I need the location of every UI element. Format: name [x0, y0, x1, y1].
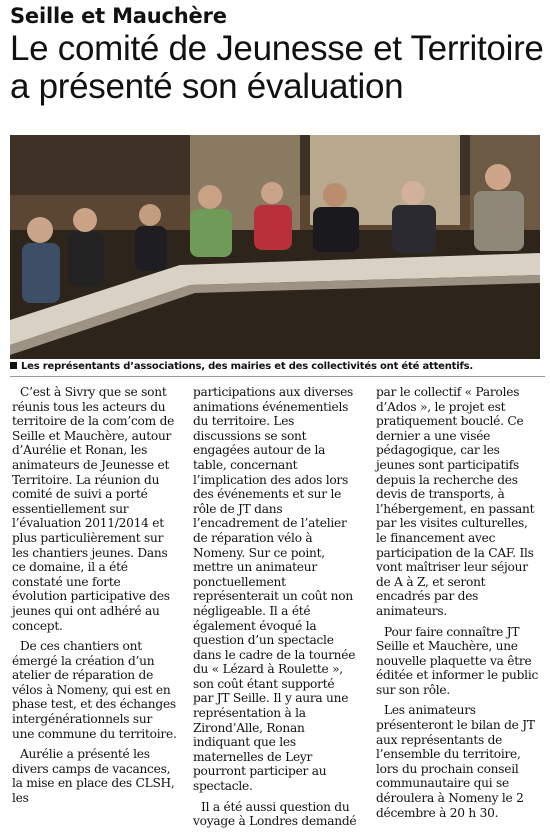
col3-paragraph: Pour faire connaître JT Seille et Mauchère, une nouvelle plaquette va être éditée et informer le public sur son rôle.: [376, 624, 539, 697]
col2-paragraph: participations aux diverses animations événementiels du territoire. Les discussions se sont engagées autour de la table, concernant l’implication des ados lors des événements et sur le rôle de JT dans l’encadrement de l’atelier de réparation vélo à Nomeny. Sur ce point, mettre un animateur ponctuellement représenterait un coût non négligeable. Il a été également évoqué la question d’un spectacle dans le cadre de la tournée du « Lézard à Roulette », son coût étant supporté par JT Seille. Il y aura une représentation à la Zirond’Alle, Ronan indiquant que les maternelles de Leyr pourront participer au spectacle.: [193, 385, 356, 794]
col3-paragraph: par le collectif « Paroles d’Ados », le projet est pratiquement bouclé. Ce dernier a une visée pédagogique, car les jeunes sont participatifs depuis la recherche des devis de transports, à l’hébergement, en passant par les visites culturelles, le financement avec participation de la CAF. Ils vont maîtriser leur séjour de A à Z, et seront encadrés par des animateurs.: [376, 385, 535, 618]
photo-caption: [10, 361, 545, 372]
caption-text: Les représentants d’associations, des mairies et des collectivités ont été attentifs.: [21, 361, 473, 372]
col1-paragraph: C’est à Sivry que se sont réunis tous les acteurs du territoire de la com’com de Seille et Mauchère, autour d’Aurélie et Ronan, les animateurs de Jeunesse et Territoire. La réunion du comité de suivi a porté essentiellement sur l’évaluation 2011/2014 et plus particulièrement sur les chantiers jeunes. Dans ce domaine, il a été constaté une forte évolution participative des jeunes qui ont adhéré au concept.: [12, 385, 175, 633]
article-column-3: [376, 385, 541, 826]
article-headline: [10, 30, 545, 106]
meeting-photo: [10, 135, 540, 359]
caption-bullet-icon: [10, 362, 17, 369]
meeting-photo-illustration: [10, 135, 540, 359]
col2-paragraph: Il a été aussi question du voyage à Londres demandé: [193, 799, 357, 829]
col1-paragraph: De ces chantiers ont émergé la création d’un atelier de réparation de vélos à Nomeny, qui est en phase test, et des échanges intergénérationnels sur une commune du territoire.: [12, 639, 177, 741]
caption-divider: [10, 376, 545, 377]
col1-paragraph: Aurélie a présenté les divers camps de vacances, la mise en place des CLSH, les: [12, 747, 175, 806]
headline-line-2: a présenté son évaluation: [10, 67, 404, 106]
article-column-2: [193, 385, 358, 835]
section-kicker: Seille et Mauchère: [10, 4, 227, 28]
col3-paragraph: Les animateurs présenteront le bilan de JT aux représentants de l’ensemble du territoire, lors du prochain conseil communautaire qui se déroulera à Nomeny le 2 décembre à 20 h 30.: [376, 703, 535, 820]
article-column-1: [12, 385, 177, 812]
headline-line-1: Le comité de Jeunesse et Territoire: [10, 29, 544, 68]
